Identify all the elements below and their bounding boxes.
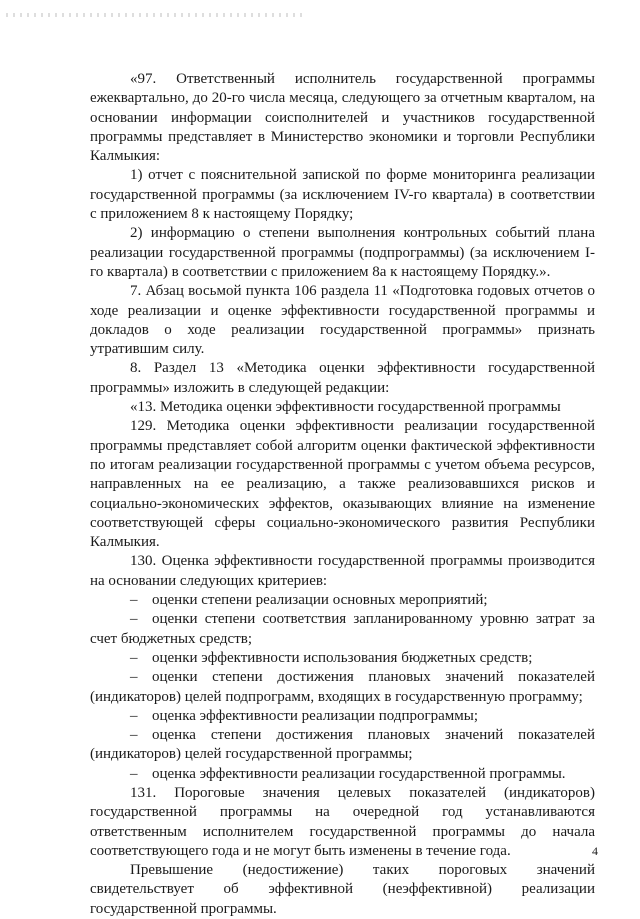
criteria-text: оценка эффективности реализации подпрограммы;	[152, 707, 479, 724]
dash-mark: –	[130, 669, 138, 686]
page-number: 4	[592, 844, 598, 858]
criteria-text: оценки степени реализации основных мероприятий;	[152, 592, 488, 609]
criteria-text: оценки эффективности использования бюджетных средств;	[152, 649, 533, 666]
criteria-item	[90, 591, 595, 610]
criteria-text: оценки степени соответствия запланированному уровню затрат за счет бюджетных средств;	[90, 611, 595, 647]
paragraph-threshold: Превышение (недостижение) таких пороговых значений свидетельствует об эффективной (неэффективной) реализации государственной программы.	[90, 862, 595, 917]
section-13-heading: «13. Методика оценки эффективности государственной программы	[130, 399, 561, 416]
criteria-item	[90, 765, 595, 784]
criteria-text: оценка эффективности реализации государственной программы.	[152, 765, 566, 782]
dash-mark: –	[130, 727, 138, 744]
paragraph-129: 129. Методика оценки эффективности реализации государственной программы представляет собой алгоритм оценки фактической эффективности по итогам реализации государственной программы с учетом объема ресурсов, направленных на ее реализацию, а также реализовавшихся рисков и социально-экономических эффектов, оказывающих влияние на изменение соответствующей сферы социально-экономического развития Республики Калмыкия.	[90, 418, 595, 551]
paragraph-130: 130. Оценка эффективности государственной программы производится на основании следующих критериев:	[90, 553, 595, 589]
dash-mark: –	[130, 611, 138, 628]
paragraph-7: 7. Абзац восьмой пункта 106 раздела 11 «Подготовка годовых отчетов о ходе реализации и оценке эффективности государственной программы и докладов о ходе реализации государственной программы» признать утратившим силу.	[90, 283, 595, 358]
criteria-item	[90, 726, 595, 765]
paragraph-8: 8. Раздел 13 «Методика оценки эффективности государственной программы» изложить в следующей редакции:	[90, 360, 595, 396]
paragraph-item-1: 1) отчет с пояснительной запиской по форме мониторинга реализации государственной программы (за исключением IV-го квартала) в соответствии с приложением 8 к настоящему Порядку;	[90, 167, 595, 223]
dash-mark: –	[130, 765, 138, 782]
scan-artifact	[6, 13, 306, 17]
paragraph-97: «97. Ответственный исполнитель государственной программы ежеквартально, до 20-го числа месяца, следующего за отчетным кварталом, на основании информации соисполнителей и участников государственной программы представляет в Министерство экономики и торговли Республики Калмыкия:	[90, 71, 595, 165]
dash-mark: –	[130, 649, 138, 666]
dash-mark: –	[130, 707, 138, 724]
criteria-item	[90, 668, 595, 707]
criteria-text: оценка степени достижения плановых значений показателей (индикаторов) целей государственной программы;	[90, 727, 595, 763]
paragraph-131: 131. Пороговые значения целевых показателей (индикаторов) государственной программы на очередной год устанавливаются ответственным исполнителем государственной программы до начала соответствующего года и не могут быть изменены в течение года.	[90, 784, 595, 859]
paragraph-item-2: 2) информацию о степени выполнения контрольных событий плана реализации государственной программы (подпрограммы) (за исключением I-го квартала) в соответствии с приложением 8а к настоящему Порядку.».	[90, 225, 595, 280]
dash-mark: –	[130, 592, 138, 609]
criteria-item	[90, 610, 595, 649]
criteria-item	[90, 707, 595, 726]
document-body	[90, 70, 595, 919]
criteria-item	[90, 649, 595, 668]
criteria-text: оценки степени достижения плановых значений показателей (индикаторов) целей подпрограмм, входящих в государственную программу;	[90, 669, 595, 705]
